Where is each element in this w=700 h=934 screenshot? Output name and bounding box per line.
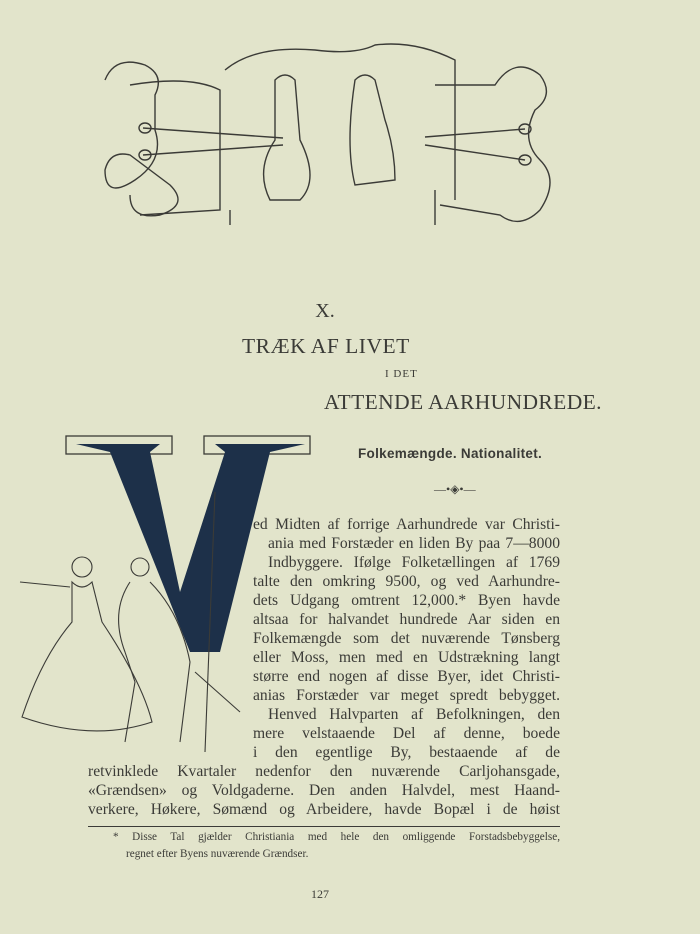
chapter-title-line2: I DET (385, 368, 418, 380)
header-illustration (95, 40, 565, 245)
body-line: talte den omkring 9500, og ved Aarhundre- (253, 573, 560, 590)
chapter-title-line3: ATTENDE AARHUNDREDE. (324, 390, 602, 414)
body-line: retvinklede Kvartaler nedenfor den nuværende Carljohansgade, (88, 763, 560, 780)
body-line: anias Forstæder var meget spredt bebygget. (253, 687, 560, 704)
body-line: eller Moss, men med en Udstrækning langt (253, 649, 560, 666)
body-line: i den egentlige By, bestaaende af de (253, 744, 560, 761)
body-line: dets Udgang omtrent 12,000.* Byen havde (253, 592, 560, 609)
body-line: Indbyggere. Ifølge Folketællingen af 1769 (268, 554, 560, 571)
ornament: —•◈•— (434, 482, 476, 496)
footnote-line2: regnet efter Byens nuværende Grændser. (126, 848, 309, 860)
body-line: Folkemængde som det nuværende Tønsberg (253, 630, 560, 647)
body-line: Henved Halvparten af Befolkningen, den (268, 706, 560, 723)
chapter-title-line1: TRÆK AF LIVET (242, 334, 410, 358)
body-line: ed Midten af forrige Aarhundrede var Christi- (253, 516, 560, 533)
body-line: verkere, Høkere, Sømænd og Arbeidere, havde Bopæl i de høist (88, 801, 560, 818)
chapter-number: X. (315, 300, 335, 322)
body-line: altsaa for halvandet hundrede Aar siden en (253, 611, 560, 628)
body-line: ania med Forstæder en liden By paa 7—8000 (268, 535, 560, 552)
page-number: 127 (311, 887, 329, 901)
footnote-line1: * Disse Tal gjælder Christiania med hele den omliggende Forstadsbebyggelse, (113, 831, 560, 843)
body-line: større end nogen af disse Byer, idet Christi- (253, 668, 560, 685)
footnote-rule (88, 826, 560, 827)
body-line: mere velstaaende Del af denne, boede (253, 725, 560, 742)
section-heading: Folkemængde. Nationalitet. (358, 446, 543, 461)
body-line: «Grændsen» og Voldgaderne. Den anden Halvdel, mest Haand- (88, 782, 560, 799)
